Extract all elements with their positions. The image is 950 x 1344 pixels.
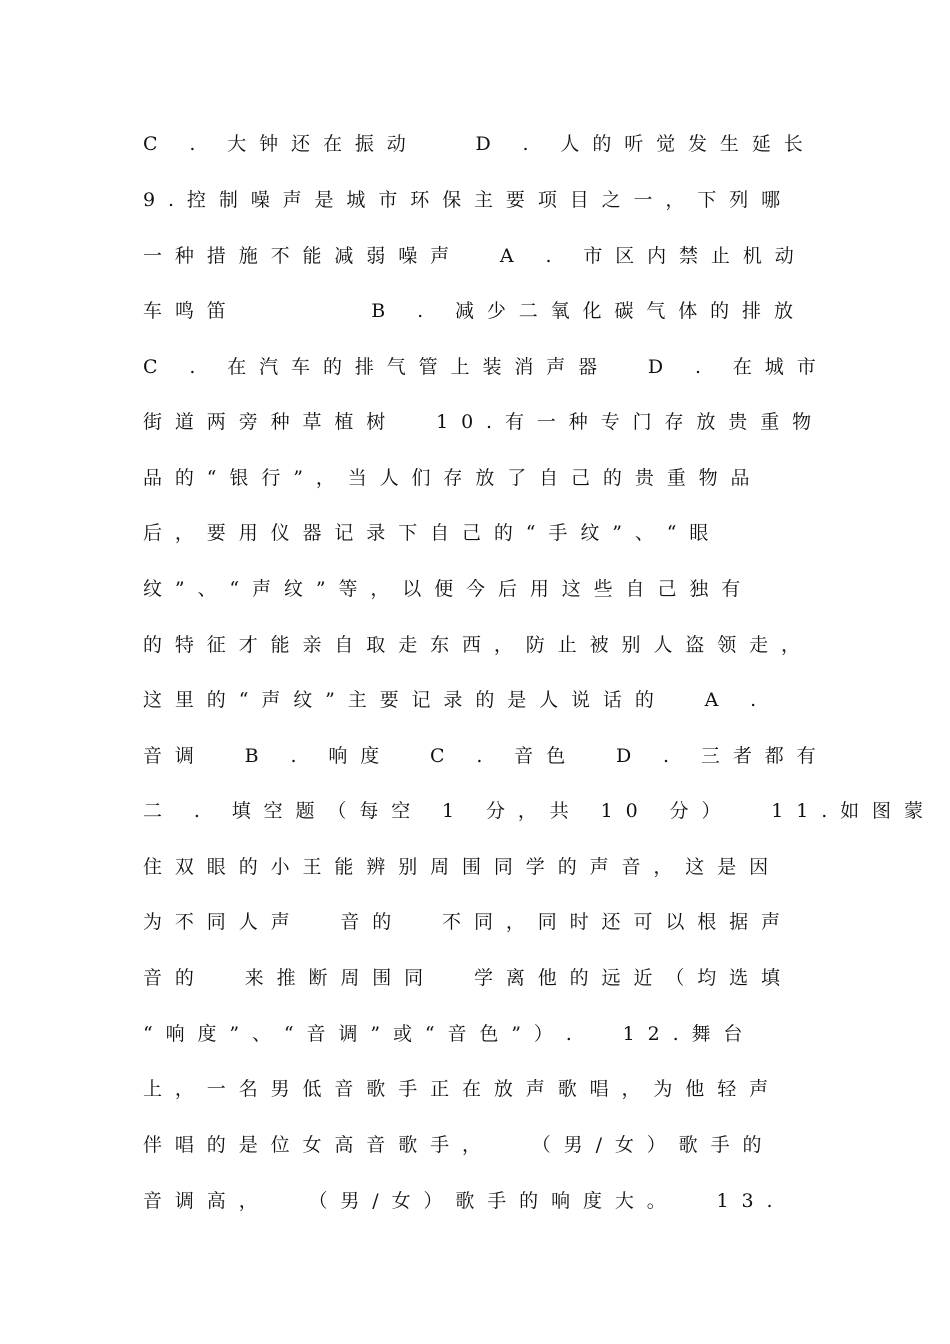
text-line: 9.控制噪声是城市环保主要项目之一，下列哪 bbox=[143, 189, 794, 211]
text-line: 上，一名男低音歌手正在放声歌唱，为他轻声 bbox=[143, 1078, 782, 1100]
text-line: 二 . 填空题（每空 1 分，共 10 分） 11.如图蒙 bbox=[143, 800, 936, 822]
text-line: 音调高， （男/女）歌手的响度大。 13. bbox=[143, 1190, 786, 1212]
text-line: 音的 来推断周围同 学离他的远近（均选填 bbox=[143, 967, 793, 989]
text-line: 住双眼的小王能辨别周围同学的声音，这是因 bbox=[143, 856, 782, 878]
text-line: C . 在汽车的排气管上装消声器 D . 在城市 bbox=[143, 356, 829, 378]
text-line: 街道两旁种草植树 10.有一种专门存放贵重物 bbox=[143, 411, 824, 433]
text-line: 的特征才能亲自取走东西，防止被别人盗领走， bbox=[143, 634, 813, 656]
text-line: 后，要用仪器记录下自己的“手纹”、“眼 bbox=[143, 522, 722, 544]
text-line: “响度”、“音调”或“音色”）. 12.舞台 bbox=[143, 1023, 756, 1045]
text-line: 一种措施不能减弱噪声 A . 市区内禁止机动 bbox=[143, 245, 807, 267]
text-line: 这里的“声纹”主要记录的是人说话的 A . bbox=[143, 689, 770, 711]
text-line: 纹”、“声纹”等，以便今后用这些自己独有 bbox=[143, 578, 754, 600]
text-line: 为不同人声 音的 不同，同时还可以根据声 bbox=[143, 911, 793, 933]
text-line: 车鸣笛 B . 减少二氧化碳气体的排放 bbox=[143, 300, 806, 322]
text-line: 伴唱的是位女高音歌手， （男/女）歌手的 bbox=[143, 1134, 775, 1156]
text-line: C . 大钟还在振动 D . 人的听觉发生延长 bbox=[143, 133, 816, 155]
text-line: 品的“银行”，当人们存放了自己的贵重物品 bbox=[143, 467, 763, 489]
text-line: 音调 B . 响度 C . 音色 D . 三者都有 bbox=[143, 745, 829, 767]
